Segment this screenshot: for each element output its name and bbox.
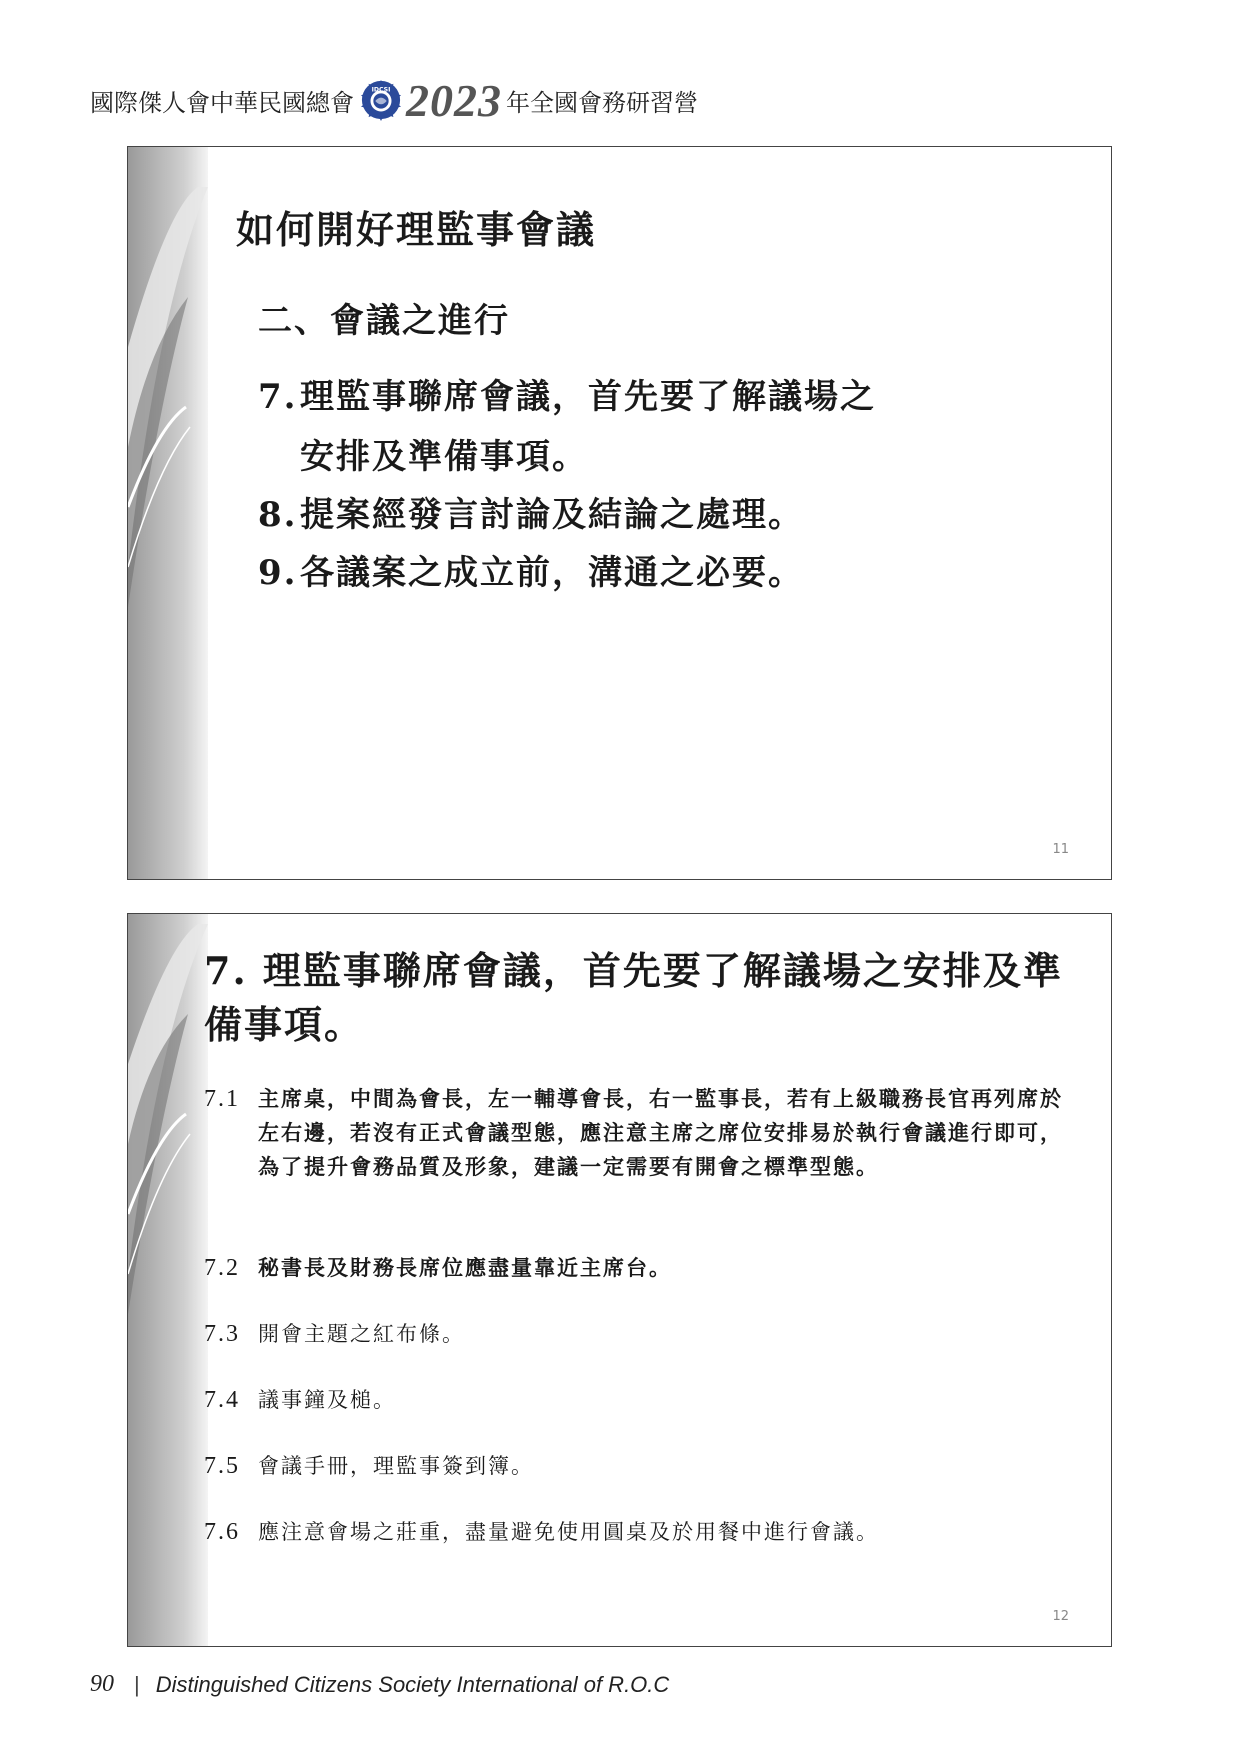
item-text: 開會主題之紅布條。: [258, 1322, 465, 1346]
item-text: 應注意會場之莊重，盡量避免使用圓桌及於用餐中進行會議。: [258, 1520, 879, 1544]
header-org-name: 國際傑人會中華民國總會: [90, 88, 354, 117]
list-item: [204, 1384, 396, 1414]
list-item: [204, 1318, 465, 1348]
item-number: 7.3: [204, 1321, 240, 1347]
item-number: 7.4: [204, 1387, 240, 1413]
list-item: [258, 369, 876, 418]
list-item: [258, 487, 804, 536]
footer-org-name: Distinguished Citizens Society International of R.O.C: [155, 1671, 670, 1697]
header-year: 2023: [406, 74, 502, 126]
slide-title: 如何開好理監事會議: [236, 207, 597, 252]
item-number: 7.5: [204, 1453, 240, 1479]
header-event-name: 年全國會務研習營: [506, 88, 698, 117]
emblem-text: IDCSI: [371, 86, 391, 94]
list-item: [204, 1252, 672, 1282]
slide-decoration: [128, 147, 208, 879]
item-text: 各議案之成立前，溝通之必要。: [300, 553, 804, 593]
item-text: 理監事聯席會議，首先要了解議場之: [300, 377, 876, 417]
idcsi-emblem-icon: [360, 79, 402, 121]
slide-page-number: 11: [1052, 842, 1069, 857]
item-number: 7.: [258, 377, 298, 417]
list-item: [204, 1516, 879, 1546]
slide-12: [127, 913, 1112, 1647]
item-text: 議事鐘及槌。: [258, 1388, 396, 1412]
slide-decoration: [128, 914, 208, 1646]
slide-subtitle: 二、會議之進行: [258, 301, 510, 341]
list-item: [204, 1082, 1064, 1184]
item-number: 7.1: [204, 1086, 240, 1112]
page-footer: [90, 1671, 669, 1698]
item-text: 主席桌，中間為會長，左一輔導會長，右一監事長，若有上級職務長官再列席於左右邊，若沒有正式會議型態，應注意主席之席位安排易於執行會議進行即可，為了提升會務品質及形象，建議一定需要有開會之標準型態。: [258, 1086, 1063, 1179]
footer-separator: |: [134, 1671, 140, 1697]
footer-page-number: 90: [90, 1671, 114, 1697]
item-number: 7.6: [204, 1519, 240, 1545]
page-header: [90, 70, 698, 130]
slide-page-number: 12: [1052, 1609, 1069, 1624]
item-number: 9.: [258, 553, 298, 593]
list-item: [258, 545, 804, 594]
item-number: 8.: [258, 495, 298, 535]
list-item: [204, 1450, 534, 1480]
slide-11: [127, 146, 1112, 880]
slide-title: 7. 理監事聯席會議，首先要了解議場之安排及準備事項。: [204, 948, 1063, 1047]
item-number: 7.2: [204, 1255, 240, 1281]
item-text: 提案經發言討論及結論之處理。: [300, 495, 804, 535]
item-text: 會議手冊，理監事簽到簿。: [258, 1454, 534, 1478]
item-text-continued: 安排及準備事項。: [300, 437, 588, 477]
item-text: 秘書長及財務長席位應盡量靠近主席台。: [258, 1255, 672, 1280]
